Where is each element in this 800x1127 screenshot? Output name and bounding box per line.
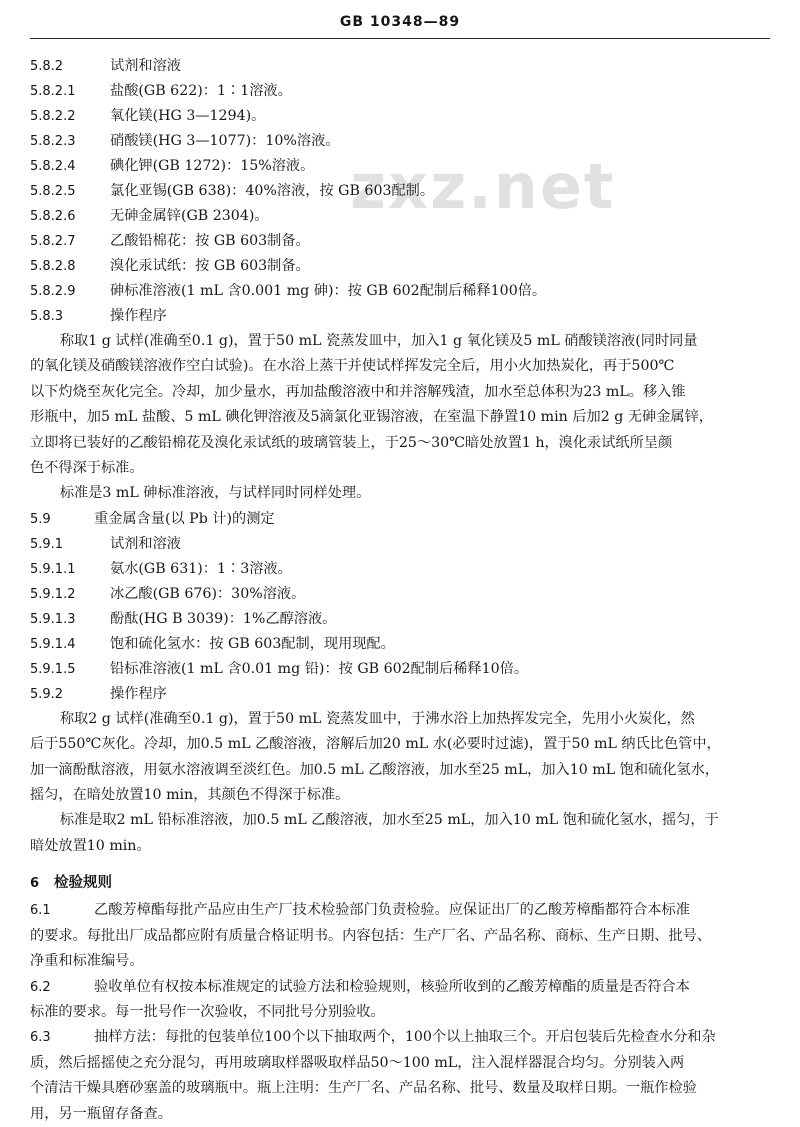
clause-number: 5.8.2 (30, 59, 64, 74)
clause-text: 抽样方法：每批的包装单位100个以下抽取两个，100个以上抽取三个。开启包装后先检查水分和杂 (94, 1029, 716, 1046)
clause-number: 5.8.2.3 (30, 134, 76, 149)
clause-text: 盐酸(GB 622)：1∶1溶液。 (110, 83, 292, 99)
list-item (30, 79, 770, 104)
reagent-list-5-9-1 (30, 557, 770, 682)
clause-6-1 (30, 898, 770, 974)
clause-number: 5.8.2.9 (30, 284, 76, 299)
clause-title: 试剂和溶液 (110, 535, 181, 552)
clause-title: 操作程序 (110, 308, 167, 324)
clause-number: 5.9 (30, 511, 51, 527)
clause-text: 溴化汞试纸：按 GB 603制备。 (110, 258, 310, 274)
standard-code: GB 10348—89 (339, 14, 461, 30)
paragraph-line: 后于550℃灰化。冷却，加0.5 mL 乙酸溶液，溶解后加20 mL 水(必要时过滤)，置于50 mL 纳氏比色管中， (30, 736, 721, 753)
list-item (30, 632, 770, 657)
list-item (30, 607, 770, 632)
paragraph-line: 加一滴酚酞溶液，用氨水溶液调至淡红色。加0.5 mL 乙酸溶液，加水至25 mL，加入10 mL 饱和硫化氢水， (30, 761, 719, 778)
clause-number: 5.9.1 (30, 536, 64, 552)
clause-text: 乙酸芳樟酯每批产品应由生产厂技术检验部门负责检验。应保证出厂的乙酸芳樟酯都符合本标准 (94, 902, 690, 919)
procedure-5-8-3 (30, 329, 770, 507)
clause-text: 无砷金属锌(GB 2304)。 (110, 208, 269, 224)
section-6-heading (30, 871, 770, 892)
reagent-list-5-8-2 (30, 79, 770, 304)
clause-number: 5.8.2.1 (30, 84, 76, 99)
watermark: zxz.net (350, 150, 616, 223)
clause-5-9-2-heading (30, 682, 770, 707)
clause-text: 酚酞(HG B 3039)：1%乙醇溶液。 (110, 610, 337, 627)
paragraph-line: 的要求。每批出厂成品都应附有质量合格证明书。内容包括：生产厂名、产品名称、商标、生产日期、批号、 (30, 927, 712, 944)
list-item (30, 657, 770, 682)
standard-note: 暗处放置10 min。 (30, 837, 151, 854)
clause-text: 氧化镁(HG 3—1294)。 (110, 108, 266, 124)
clause-number: 6.1 (30, 903, 51, 919)
clause-text: 冰乙酸(GB 676)：30%溶液。 (110, 585, 306, 602)
clause-number: 5.8.2.5 (30, 184, 76, 199)
clause-text: 氨水(GB 631)：1∶3溶液。 (110, 560, 292, 577)
clause-title: 重金属含量(以 Pb 计)的测定 (94, 510, 275, 527)
list-item (30, 229, 770, 254)
clause-text: 饱和硫化氢水：按 GB 603配制，现用现配。 (110, 635, 395, 652)
paragraph-line: 摇匀，在暗处放置10 min，其颜色不得深于标准。 (30, 787, 350, 804)
list-item (30, 154, 770, 179)
paragraph-line: 个清洁干燥具磨砂塞盖的玻璃瓶中。瓶上注明：生产厂名、产品名称、批号、数量及取样日期。一瓶作检验 (30, 1080, 697, 1097)
clause-title: 试剂和溶液 (110, 58, 181, 74)
page-header (30, 6, 770, 39)
list-item (30, 582, 770, 607)
clause-number: 5.9.1.2 (30, 586, 76, 602)
clause-6-2 (30, 975, 770, 1026)
clause-number: 5.8.2.2 (30, 109, 76, 124)
paragraph-line: 称取2 g 试样(准确至0.1 g)，置于50 mL 瓷蒸发皿中，于沸水浴上加热挥发完全，先用小火炭化，然 (59, 710, 695, 727)
list-item (30, 104, 770, 129)
clause-text: 硝酸镁(HG 3—1077)：10%溶液。 (110, 133, 340, 149)
clause-number: 5.8.2.7 (30, 234, 76, 249)
list-item (30, 557, 770, 582)
paragraph-line (30, 975, 770, 1000)
clause-number: 5.9.1.3 (30, 611, 76, 627)
section-number: 6 (30, 876, 40, 892)
section-title: 检验规则 (54, 875, 112, 892)
list-item (30, 254, 770, 279)
clause-number: 5.9.1.4 (30, 636, 76, 652)
clause-5-8-3-heading (30, 304, 770, 329)
procedure-5-9-2 (30, 707, 770, 859)
list-item (30, 204, 770, 229)
clause-title: 操作程序 (110, 685, 167, 702)
list-item (30, 179, 770, 204)
paragraph-line (30, 898, 770, 923)
paragraph-line: 立即将已装好的乙酸铅棉花及溴化汞试纸的玻璃管装上，于25～30℃暗处放置1 h，溴化汞试纸所呈颜 (30, 434, 673, 451)
clause-number: 5.9.2 (30, 686, 64, 702)
paragraph-line: 称取1 g 试样(准确至0.1 g)，置于50 mL 瓷蒸发皿中，加入1 g 氧化镁及5 mL 硝酸镁溶液(同时同量 (59, 333, 698, 349)
clause-number: 5.8.2.8 (30, 259, 76, 274)
clause-5-8-2-heading (30, 54, 770, 79)
clause-6-3 (30, 1025, 770, 1127)
paragraph-line: 质，然后摇摇使之充分混匀，再用玻璃取样器吸取样品50～100 mL，注入混样器混合均匀。分别装入两 (30, 1054, 685, 1071)
clause-text: 氯化亚锡(GB 638)：40%溶液，按 GB 603配制。 (110, 183, 435, 199)
clause-text: 砷标准溶液(1 mL 含0.001 mg 砷)：按 GB 602配制后稀释100倍。 (110, 283, 547, 299)
standard-note: 标准是3 mL 砷标准溶液，与试样同时同样处理。 (59, 485, 371, 502)
clause-text: 乙酸铅棉花：按 GB 603制备。 (110, 233, 310, 249)
clause-number: 5.8.2.4 (30, 159, 76, 174)
clause-number: 5.8.2.6 (30, 209, 76, 224)
standard-note: 标准是取2 mL 铅标准溶液，加0.5 mL 乙酸溶液，加水至25 mL，加入10 mL 饱和硫化氢水，摇匀，于 (59, 812, 719, 829)
clause-text: 碘化钾(GB 1272)：15%溶液。 (110, 158, 315, 174)
paragraph-line: 形瓶中，加5 mL 盐酸、5 mL 碘化钾溶液及5滴氯化亚锡溶液，在室温下静置10 min 后加2 g 无砷金属锌， (30, 409, 713, 426)
clause-text: 验收单位有权按本标准规定的试验方法和检验规则，核验所收到的乙酸芳樟酯的质量是否符合本 (94, 978, 690, 995)
paragraph-line: 标准的要求。每一批号作一次验收，不同批号分别验收。 (30, 1003, 385, 1020)
clause-text: 铅标准溶液(1 mL 含0.01 mg 铅)：按 GB 602配制后稀释10倍。 (110, 660, 529, 677)
clause-5-9-1-heading (30, 532, 770, 557)
paragraph-line: 的氧化镁及硝酸镁溶液作空白试验)。在水浴上蒸干并使试样挥发完全后，用小火加热炭化，再于500℃ (30, 358, 675, 375)
clause-number: 6.2 (30, 979, 51, 995)
paragraph-line: 用，另一瓶留存备查。 (30, 1105, 172, 1122)
list-item (30, 129, 770, 154)
paragraph-line: 以下灼烧至灰化完全。冷却，加少量水，再加盐酸溶液中和并溶解残渣，加水至总体积为23 mL。移入锥 (30, 383, 686, 400)
list-item (30, 279, 770, 304)
paragraph-line: 净重和标准编号。 (30, 953, 144, 970)
document-body (30, 54, 770, 1127)
paragraph-line: 色不得深于标准。 (30, 460, 144, 477)
clause-number: 5.8.3 (30, 309, 64, 324)
clause-number: 5.9.1.5 (30, 661, 76, 677)
clause-number: 5.9.1.1 (30, 561, 76, 577)
clause-5-9-heading (30, 507, 770, 532)
clause-number: 6.3 (30, 1030, 51, 1046)
paragraph-line (30, 1025, 770, 1050)
